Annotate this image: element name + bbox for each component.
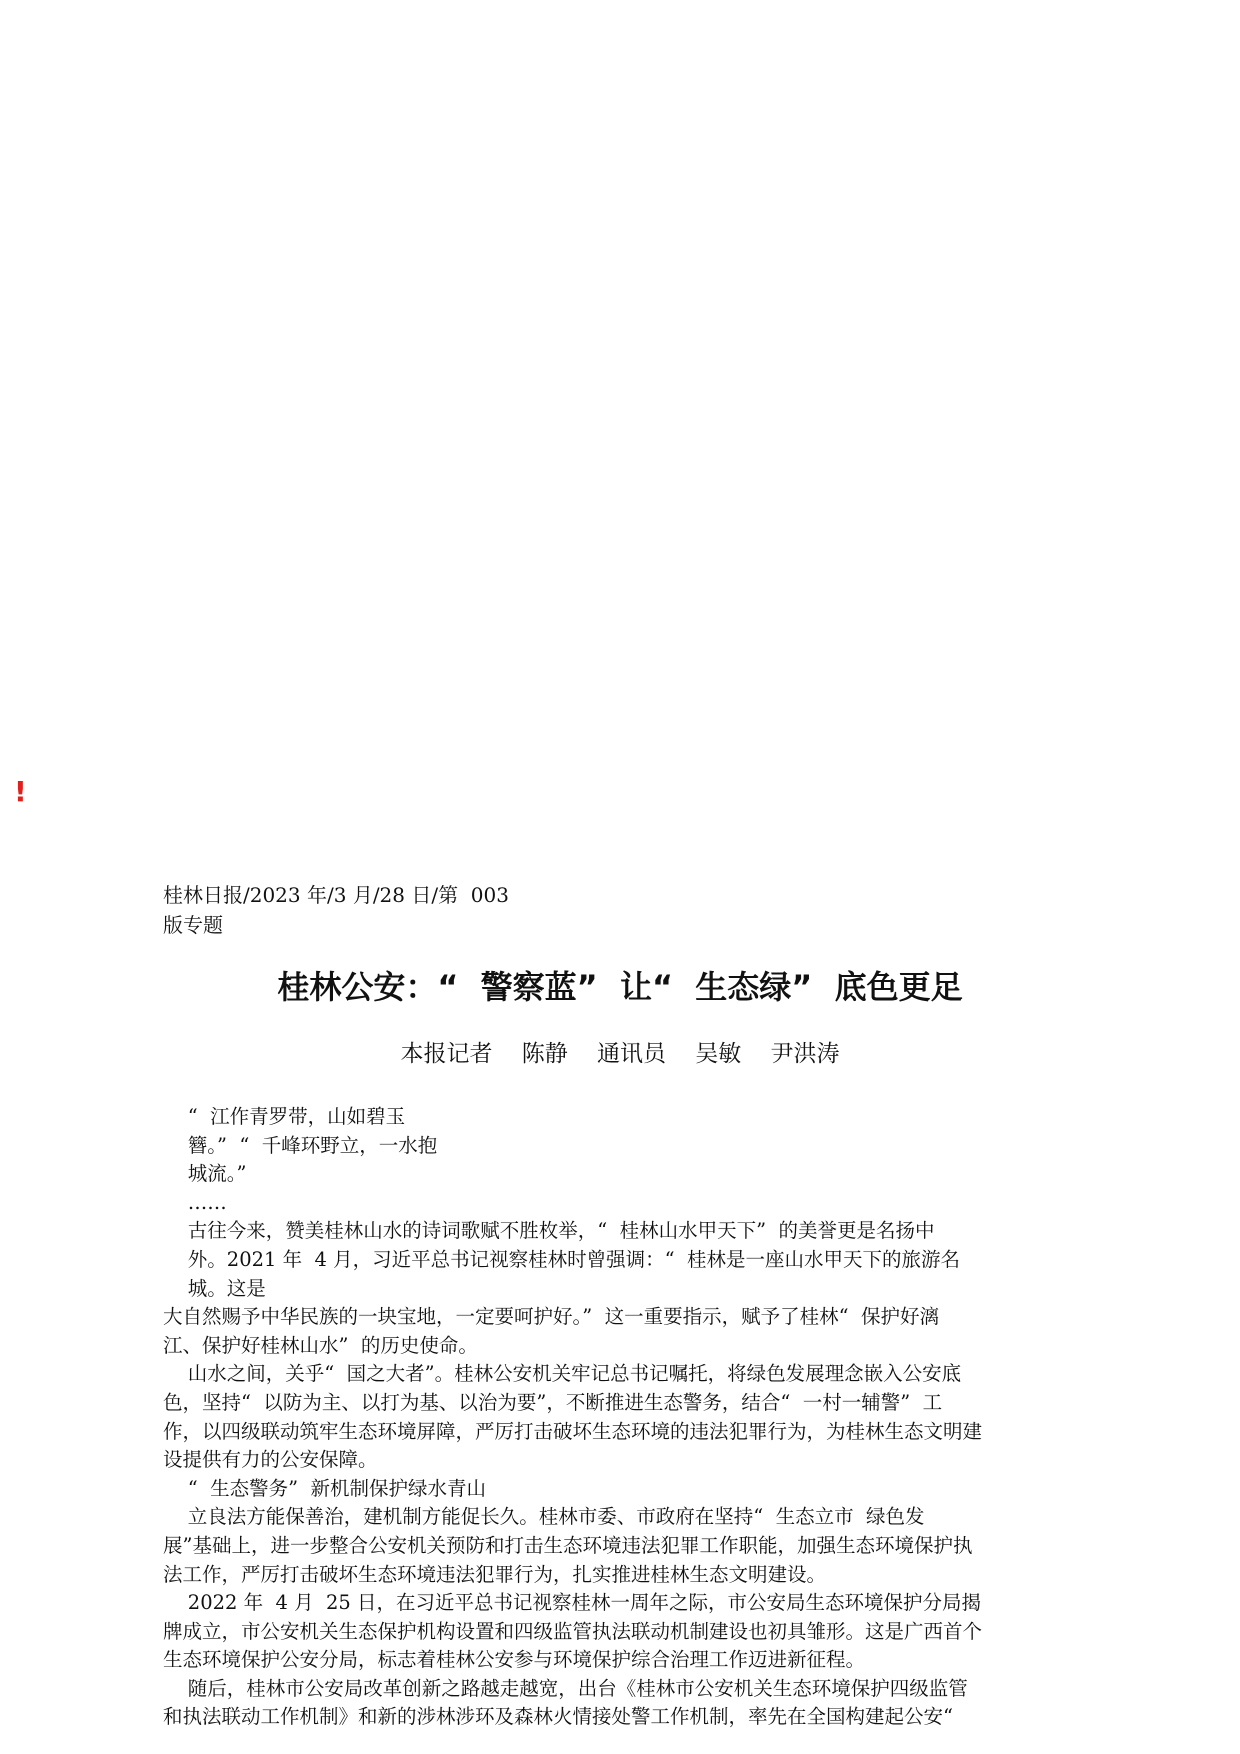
body-line: 城。这是 [163,1276,266,1300]
body-line: 城流。” [163,1162,247,1186]
section-heading: “ 生态警务” 新机制保护绿水青山 [163,1476,487,1500]
body-line: …… [163,1190,227,1214]
source-line-2: 版专题 [163,913,223,937]
article-body [163,1103,1093,1732]
body-line: 古往今来，赞美桂林山水的诗词歌赋不胜枚举，“ 桂林山水甲天下” 的美誉更是名扬中 [163,1219,935,1243]
body-line: 作，以四级联动筑牢生态环境屏障，严厉打击破坏生态环境的违法犯罪行为，为桂林生态文明建 [163,1419,983,1443]
body-line: 大自然赐予中华民族的一块宝地，一定要呵护好。” 这一重要指示，赋予了桂林“ 保护好漓 [163,1305,939,1329]
body-line: 江、保护好桂林山水” 的历史使命。 [163,1333,478,1357]
source-line-1: 桂林日报/2023 年/3 月/28 日/第 003 [163,883,509,907]
body-line: 生态环境保护公安分局，标志着桂林公安参与环境保护综合治理工作迈进新征程。 [163,1648,866,1672]
body-line: 设提供有力的公安保障。 [163,1448,378,1472]
body-line: 立良法方能保善治，建机制方能促长久。桂林市委、市政府在坚持“ 生态立市 绿色发 [163,1505,925,1529]
body-line: 山水之间，关乎“ 国之大者”。桂林公安机关牢记总书记嘱托，将绿色发展理念嵌入公安底 [163,1362,962,1386]
body-line: 随后，桂林市公安局改革创新之路越走越宽，出台《桂林市公安机关生态环境保护四级监管 [163,1676,968,1700]
body-line: 法工作，严厉打击破坏生态环境违法犯罪行为，扎实推进桂林生态文明建设。 [163,1562,827,1586]
source-citation [163,880,509,940]
article-title: 桂林公安：“ 警察蓝” 让“ 生态绿” 底色更足 [277,968,963,1006]
body-line: 展”基础上，进一步整合公安机关预防和打击生态环境违法犯罪工作职能，加强生态环境保护执 [163,1533,973,1557]
red-exclamation-mark: ! [14,775,27,808]
body-line: “ 江作青罗带，山如碧玉 [163,1105,406,1128]
body-line: 牌成立，市公安机关生态保护机构设置和四级监管执法联动机制建设也初具雏形。这是广西首个 [163,1619,983,1643]
body-line: 色，坚持“ 以防为主、以打为基、以治为要”，不断推进生态警务，结合“ 一村一辅警” 工 [163,1390,943,1414]
body-line: 外。2021 年 4 月，习近平总书记视察桂林时曾强调：“ 桂林是一座山水甲天下的旅游名 [163,1247,960,1271]
body-line: 簪。” “ 千峰环野立，一水抱 [163,1133,438,1157]
body-line: 和执法联动工作机制》和新的涉林涉环及森林火情接处警工作机制，率先在全国构建起公安“ [163,1705,953,1729]
article-byline: 本报记者 陈静 通讯员 吴敏 尹洪涛 [400,1041,840,1067]
body-line: 2022 年 4 月 25 日，在习近平总书记视察桂林一周年之际，市公安局生态环境保护分局揭 [163,1591,982,1615]
